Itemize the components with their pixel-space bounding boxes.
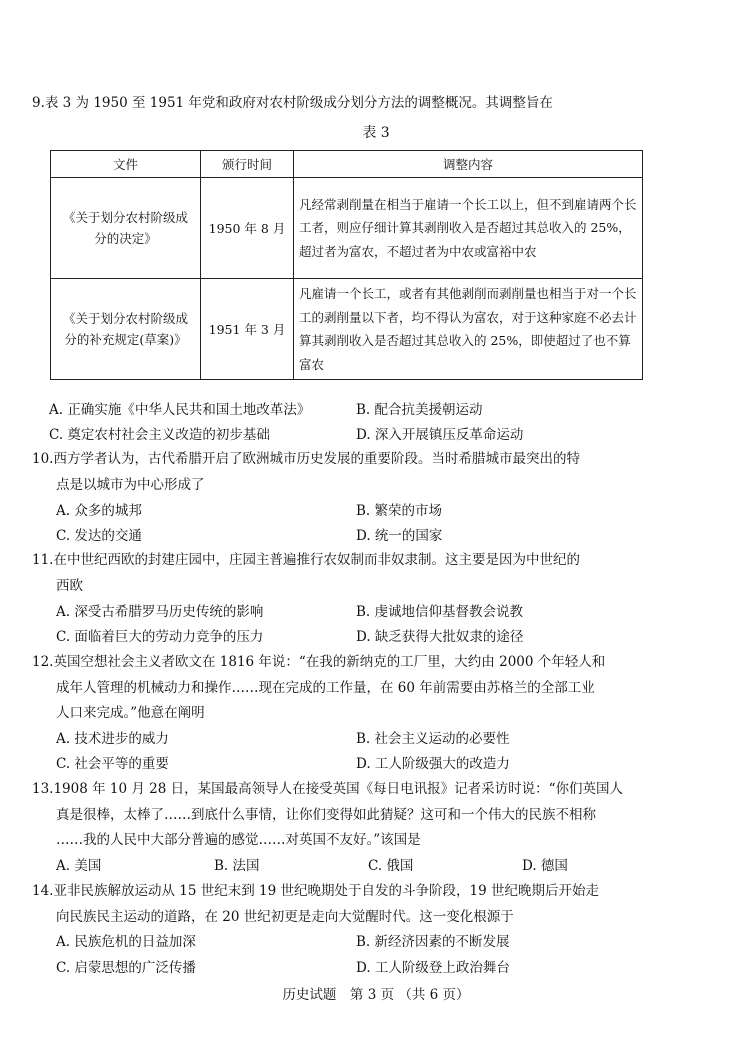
- q13-stem-line: 13.1908 年 10 月 28 日，某国最高领导人在接受英国《每日电讯报》记者采访时说：“你们英国人: [32, 781, 624, 797]
- q11-option-b[interactable]: B. 虔诚地信仰基督教会说教: [356, 604, 524, 620]
- doc-cell: 《关于划分农村阶级成分的补充规定(草案)》: [51, 279, 201, 380]
- q11-option-d[interactable]: D. 缺乏获得大批奴隶的途径: [356, 629, 524, 645]
- time-cell: 1951 年 3 月: [201, 279, 294, 380]
- q12-option-d[interactable]: D. 工人阶级强大的改造力: [356, 756, 510, 772]
- q10-option-a[interactable]: A. 众多的城邦: [56, 503, 142, 519]
- q9-option-a[interactable]: A. 正确实施《中华人民共和国土地改革法》: [49, 402, 311, 418]
- q9-option-b[interactable]: B. 配合抗美援朝运动: [356, 402, 483, 418]
- q11-stem-line: 11.在中世纪西欧的封建庄园中，庄园主普遍推行农奴制而非奴隶制。这主要是因为中世纪的: [32, 552, 580, 568]
- q14-stem-line: 14.亚非民族解放运动从 15 世纪末到 19 世纪晚期处于自发的斗争阶段，19 世纪晚期后开始走: [32, 883, 599, 899]
- header-doc: 文件: [51, 151, 201, 178]
- q12-stem-line: 成年人管理的机械动力和操作……现在完成的工作量，在 60 年前需要由苏格兰的全部工业: [56, 680, 595, 696]
- q14-option-d[interactable]: D. 工人阶级登上政治舞台: [356, 960, 510, 976]
- header-content: 调整内容: [294, 151, 643, 178]
- q14-option-a[interactable]: A. 民族危机的日益加深: [56, 934, 196, 950]
- content-cell: 凡经常剥削量在相当于雇请一个长工以上，但不到雇请两个长工者，则应仔细计算其剥削收入是否超过其总收入的 25%，超过者为富农，不超过者为中农或富裕中农: [294, 178, 643, 279]
- q13-option-c[interactable]: C. 俄国: [368, 858, 414, 874]
- q11-option-a[interactable]: A. 深受古希腊罗马历史传统的影响: [56, 604, 264, 620]
- q12-option-a[interactable]: A. 技术进步的威力: [56, 731, 169, 747]
- content-cell: 凡雇请一个长工，或者有其他剥削而剥削量也相当于对一个长工的剥削量以下者，均不得认为富农，对于这种家庭不必去计算其剥削收入是否超过其总收入的 25%，即使超过了也不算富农: [294, 279, 643, 380]
- q13-stem-line: 真是很棒，太棒了……到底什么事情，让你们变得如此猜疑？这可和一个伟大的民族不相称: [56, 807, 596, 823]
- q13-option-b[interactable]: B. 法国: [214, 858, 260, 874]
- q12-option-c[interactable]: C. 社会平等的重要: [56, 756, 169, 772]
- q9-stem: 9.表 3 为 1950 至 1951 年党和政府对农村阶级成分划分方法的调整概况。其调整旨在: [32, 95, 553, 111]
- table-row: [51, 178, 643, 279]
- q10-stem-line: 10.西方学者认为，古代希腊开启了欧洲城市历史发展的重要阶段。当时希腊城市最突出的特: [32, 451, 580, 467]
- q10-option-c[interactable]: C. 发达的交通: [56, 528, 142, 544]
- q12-stem-line: 12.英国空想社会主义者欧文在 1816 年说：“在我的新纳克的工厂里，大约由 2000 个年轻人和: [32, 654, 606, 670]
- table-3: [50, 150, 643, 380]
- q10-stem-line: 点是以城市为中心形成了: [56, 477, 205, 493]
- q13-option-a[interactable]: A. 美国: [56, 858, 102, 874]
- header-time: 颁行时间: [201, 151, 294, 178]
- table-row: [51, 279, 643, 380]
- q9-option-c[interactable]: C. 奠定农村社会主义改造的初步基础: [49, 427, 270, 443]
- q13-stem-line: ……我的人民中大部分普遍的感觉……对英国不友好。”该国是: [56, 832, 421, 848]
- page-footer: 历史试题 第 3 页 （共 6 页）: [282, 987, 470, 1003]
- time-cell: 1950 年 8 月: [201, 178, 294, 279]
- q10-option-b[interactable]: B. 繁荣的市场: [356, 503, 443, 519]
- table-3-title: 表 3: [362, 125, 390, 141]
- q14-option-c[interactable]: C. 启蒙思想的广泛传播: [56, 960, 196, 976]
- q12-stem-line: 人口来完成。”他意在阐明: [56, 705, 205, 721]
- q13-option-d[interactable]: D. 德国: [522, 858, 568, 874]
- table-header-row: [51, 151, 643, 178]
- q12-option-b[interactable]: B. 社会主义运动的必要性: [356, 731, 510, 747]
- q14-option-b[interactable]: B. 新经济因素的不断发展: [356, 934, 510, 950]
- q10-option-d[interactable]: D. 统一的国家: [356, 528, 443, 544]
- q14-stem-line: 向民族民主运动的道路，在 20 世纪初更是走向大觉醒时代。这一变化根源于: [56, 909, 514, 925]
- q9-option-d[interactable]: D. 深入开展镇压反革命运动: [356, 427, 524, 443]
- doc-cell: 《关于划分农村阶级成分的决定》: [51, 178, 201, 279]
- q11-option-c[interactable]: C. 面临着巨大的劳动力竞争的压力: [56, 629, 264, 645]
- q11-stem-line: 西欧: [56, 578, 83, 594]
